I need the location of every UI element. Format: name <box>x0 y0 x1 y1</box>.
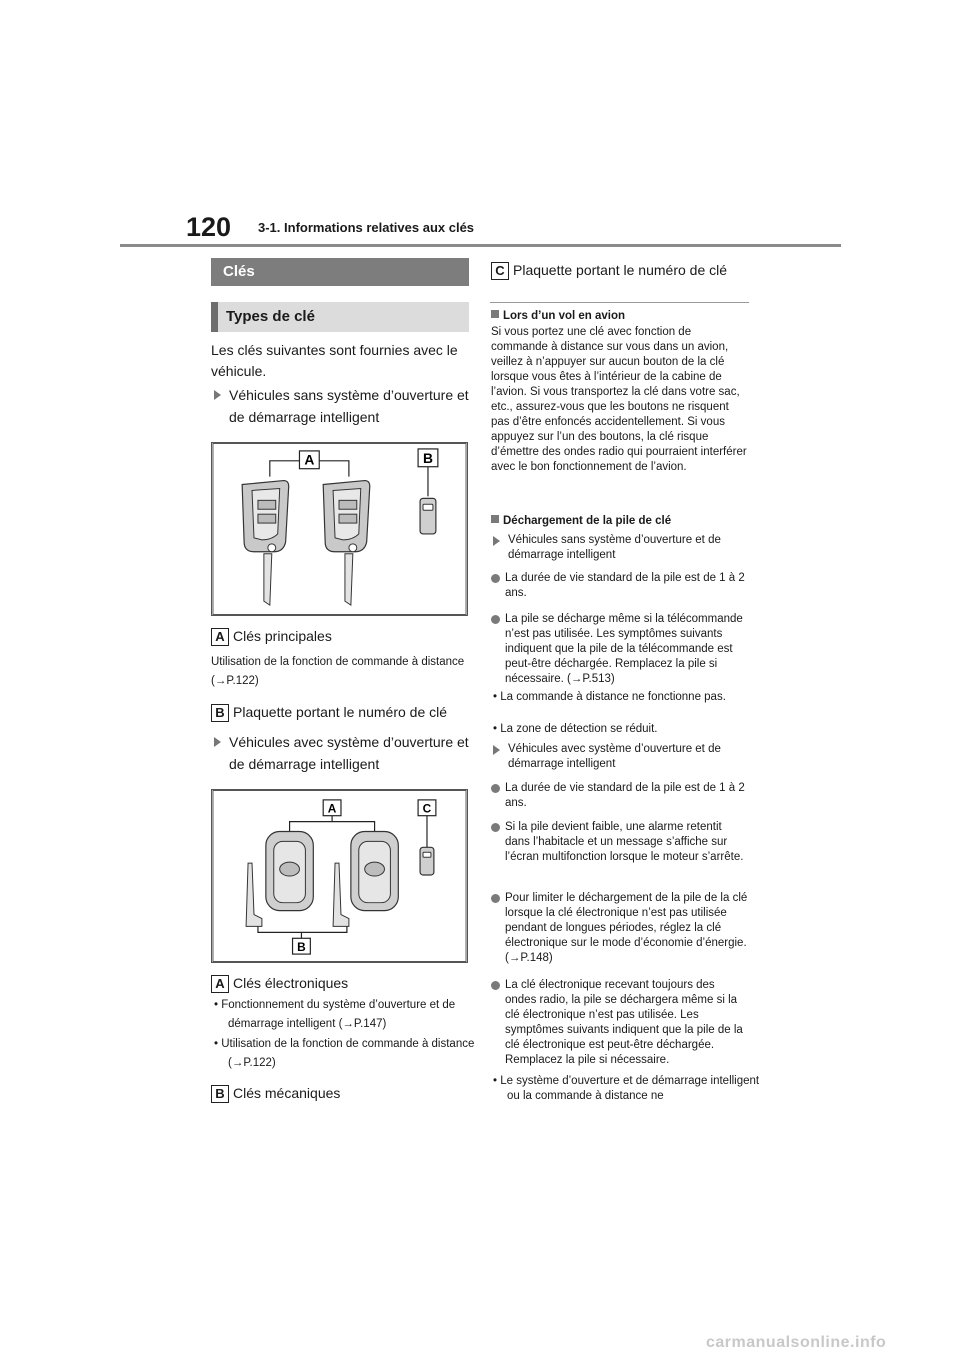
triangle-bullet-icon <box>214 390 221 400</box>
pile-sans-symptom-2: • La zone de détection se réduit. <box>493 723 658 735</box>
circle-bullet-icon <box>491 615 500 624</box>
item-c-text: Plaquette portant le numéro de clé <box>513 262 728 278</box>
item-a1-text: Clés principales <box>233 628 332 644</box>
item-a2-bullet-2: • Utilisation de la fonction de commande à distance (→P.122) <box>214 1038 475 1069</box>
subsection-bar: Types de clé <box>211 302 469 332</box>
pile-sans-symptom-1: • La commande à distance ne fonctionne pas. <box>493 691 726 703</box>
badge-a: A <box>211 628 229 646</box>
item-b2 <box>211 1083 340 1104</box>
pile-sans-heading <box>493 533 751 563</box>
sans-heading-text: Véhicules sans système d’ouverture et de démarrage intelligent <box>229 387 469 425</box>
section-title: 3-1. Informations relatives aux clés <box>258 220 475 235</box>
pile-avec-heading <box>493 742 751 772</box>
fig1-callout-a: A <box>304 451 315 468</box>
fig2-callout-b: B <box>297 940 306 955</box>
circle-bullet-icon <box>491 981 500 990</box>
pile-sans-heading-text: Véhicules sans système d’ouverture et de démarrage intelligent <box>508 534 721 561</box>
intro-text: Les clés suivantes sont fournies avec le véhicule. <box>211 342 458 379</box>
watermark: carmanualsonline.info <box>706 1334 887 1351</box>
figure-conventional-keys <box>211 442 468 616</box>
badge-b: B <box>211 704 229 722</box>
badge-a: A <box>211 975 229 993</box>
pile-avec-symptom-1: • Le système d’ouverture et de démarrage intelligent ou la commande à distance ne <box>493 1075 760 1102</box>
item-a1-note: Utilisation de la fonction de commande à distance (→P.122) <box>211 656 465 687</box>
item-b2-text: Clés mécaniques <box>233 1085 341 1101</box>
fig2-callout-c: C <box>422 801 432 816</box>
avion-title <box>491 309 749 324</box>
pile-avec-bullet-3: Pour limiter le déchargement de la pile de la clé lorsque la clé électronique n’est pas utilisée pendant de longues périodes, réglez la clé électronique sur le mode d’économie d’énergie. (→P.148) <box>491 891 749 966</box>
key-number-plate <box>420 498 436 534</box>
figure-electronic-keys <box>211 789 468 963</box>
circle-bullet-icon <box>491 784 500 793</box>
badge-c: C <box>491 262 509 280</box>
fig2-callout-a: A <box>327 801 337 816</box>
key-number-plate-2 <box>420 847 434 875</box>
pile-title <box>491 514 749 529</box>
pile-avec-bullet-2: Si la pile devient faible, une alarme retentit dans l’habitacle et un message s’affiche sur l’écran multifonction lorsque le moteur s’arrête. <box>491 820 749 865</box>
pile-avec-bullet-1: La durée de vie standard de la pile est de 1 à 2 ans. <box>491 781 749 811</box>
sans-heading <box>214 384 469 428</box>
item-a2 <box>211 973 348 994</box>
circle-bullet-icon <box>491 823 500 832</box>
pile-avec-bullet-4: La clé électronique recevant toujours des ondes radio, la pile se déchargera même si la clé électronique n’est pas utilisée. Les symptômes suivants indiquent que la pile de la clé électronique est peut-être déchargée. Remplacez la pile si nécessaire. <box>491 978 749 1068</box>
square-bullet-icon <box>491 515 499 523</box>
pile-sans-bullet-1: La durée de vie standard de la pile est de 1 à 2 ans. <box>491 571 749 601</box>
square-bullet-icon <box>491 310 499 318</box>
item-b1 <box>211 702 447 723</box>
avec-heading <box>214 731 469 775</box>
pile-avec-heading-text: Véhicules avec système d’ouverture et de démarrage intelligent <box>508 743 721 770</box>
avion-title-text: Lors d’un vol en avion <box>503 310 626 322</box>
item-a1 <box>211 626 332 647</box>
avec-heading-text: Véhicules avec système d’ouverture et de démarrage intelligent <box>229 734 469 772</box>
note-divider <box>490 302 749 303</box>
circle-bullet-icon <box>491 574 500 583</box>
badge-b: B <box>211 1085 229 1103</box>
triangle-bullet-icon <box>214 737 221 747</box>
circle-bullet-icon <box>491 894 500 903</box>
page-number: 120 <box>186 212 232 242</box>
item-a2-bullet-1: • Fonctionnement du système d’ouverture et de démarrage intelligent (→P.147) <box>214 999 456 1030</box>
item-a2-text: Clés électroniques <box>233 975 349 991</box>
fig1-callout-b: B <box>422 449 433 466</box>
triangle-bullet-icon <box>493 745 500 755</box>
item-c <box>491 260 727 281</box>
header-rule <box>120 244 841 247</box>
avion-text: Si vous portez une clé avec fonction de commande à distance sur vous dans un avion, veillez à n’appuyer sur aucun bouton de la clé lorsque vous êtes à l’intérieur de la cabine de l’avion. Si vous transportez la clé dans votre sac, etc., assurez-vous que les boutons ne risquent pas d’être enfoncés accidentellement. Si vous appuyez sur l’un des boutons, la clé risque d’émettre des ondes radio qui pourraient interférer avec le bon fonctionnement de l’avion. <box>491 326 747 473</box>
triangle-bullet-icon <box>493 536 500 546</box>
chapter-bar: Clés <box>211 258 469 286</box>
pile-sans-bullet-2: La pile se décharge même si la télécommande n’est pas utilisée. Les symptômes suivants indiquent que la pile de la télécommande est peut-être déchargée. Remplacez la pile si nécessaire. (→P.513) <box>491 612 749 687</box>
pile-title-text: Déchargement de la pile de clé <box>503 515 672 527</box>
item-b1-text: Plaquette portant le numéro de clé <box>233 704 448 720</box>
